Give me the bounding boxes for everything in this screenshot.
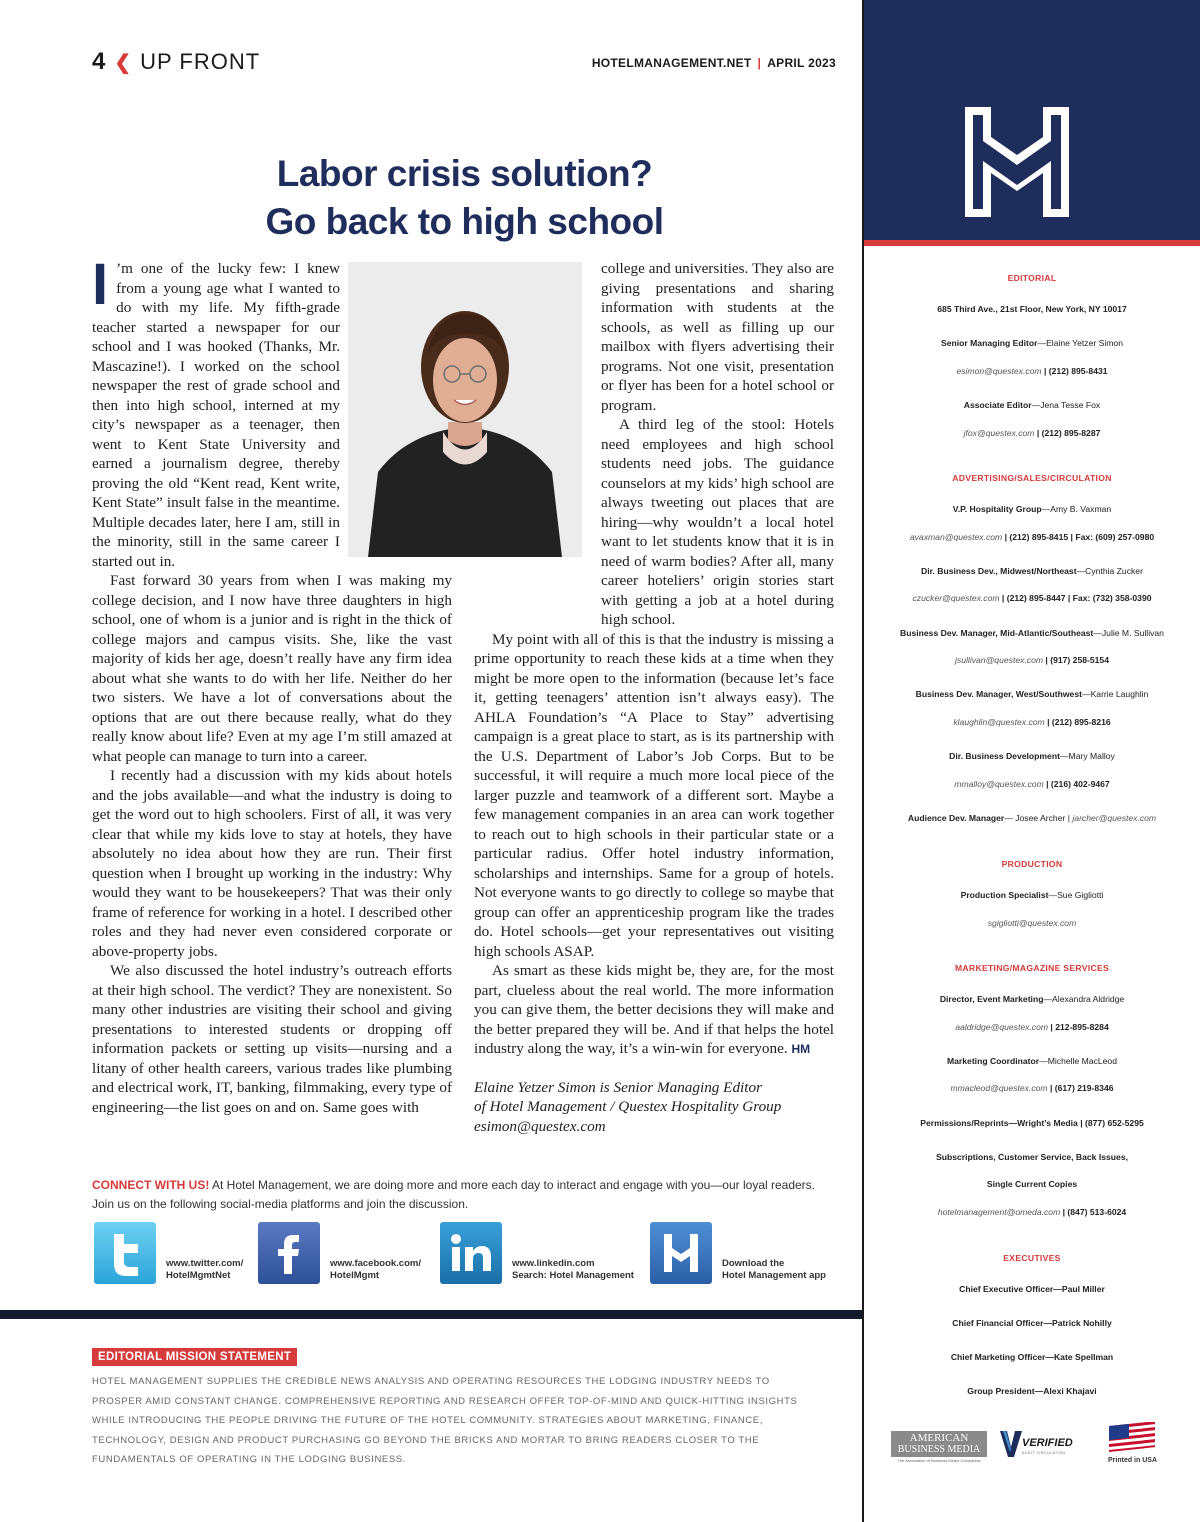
author-byline: [474, 1078, 834, 1137]
staff-entry: Director, Event Marketing—Alexandra Aldridge: [939, 994, 1125, 1004]
staff-contact: mmacleod@questex.com | (617) 219-8346: [950, 1083, 1114, 1093]
social-line-2: Search: Hotel Management: [512, 1270, 634, 1281]
mission-statement: HOTEL MANAGEMENT SUPPLIES THE CREDIBLE NEWS ANALYSIS AND OPERATING RESOURCES THE LODGING INDUSTRY NEEDS TO PROSPER AMID CONSTANT CHANGE. COMPREHENSIVE REPORTING AND RESEARCH OFFER TOP-OF-MIND AND QUICK-HITTING INSIGHTS WHILE INTRODUCING THE PEOPLE DRIVING THE FUTURE OF THE HOTEL COMMUNITY. STRATEGIES ABOUT MARKETING, FINANCE, TECHNOLOGY, DESIGN AND PRODUCT PURCHASING GO BEYOND THE BRICKS AND MORTAR TO BRING READERS CLOSER TO THE FUNDAMENTALS OF OPERATING IN THE LODGING BUSINESS.: [92, 1376, 798, 1465]
verified-check-icon: [1000, 1431, 1022, 1457]
chevron-left-icon: ❮: [114, 51, 133, 74]
social-line-2: Hotel Management app: [722, 1270, 826, 1281]
email-link[interactable]: esimon@questex.com: [956, 366, 1042, 376]
email-link[interactable]: jarcher@questex.com: [1072, 813, 1157, 823]
advertising-heading: ADVERTISING/SALES/CIRCULATION: [952, 473, 1112, 483]
email-link[interactable]: jsullivan@questex.com: [955, 655, 1044, 665]
abm-tagline: The Association of Business Media Companies: [897, 1458, 981, 1463]
staff-entry: Business Dev. Manager, Mid-Atlantic/Southeast—Julie M. Sullivan: [900, 628, 1164, 638]
email-link[interactable]: hotelmanagement@omeda.com: [937, 1207, 1061, 1217]
article-paragraph: ’m one of the lucky few: I knew from a young age what I wanted to do with my life. My fifth-grade teacher started a newspaper for our school and I was hooked (Thanks, Mr. Mascazine!). I worked on the school newspaper the rest of grade school and then into high school, interned at my city’s newspaper as a teenager, then went to Kent State University and earned a journalism degree, thereby proving the old “Kent read, Kent write, Kent State” insult false in the meantime. Multiple decades later, here I am, still in the minority, still in the same career I started out in.: [92, 260, 340, 570]
section-divider: [0, 1310, 862, 1319]
email-link[interactable]: klaughlin@questex.com: [953, 717, 1045, 727]
subscriptions-line-1: Subscriptions, Customer Service, Back Issues,: [935, 1152, 1128, 1162]
byline-line-2: of Hotel Management / Questex Hospitality Group: [474, 1098, 782, 1115]
article-title-line-2: Go back to high school: [265, 201, 664, 242]
staff-entry: Audience Dev. Manager— Josee Archer | jarcher@questex.com: [907, 813, 1157, 823]
social-line-1: www.facebook.com/: [330, 1258, 421, 1269]
hotel-management-logo-icon: [962, 104, 1072, 220]
connect-section: [92, 1176, 822, 1214]
staff-entry: Business Dev. Manager, West/Southwest—Karrie Laughlin: [915, 689, 1149, 699]
executives-heading: EXECUTIVES: [1003, 1253, 1061, 1263]
article-paragraph: My point with all of this is that the industry is missing a prime opportunity to reach these kids at a time when they might be more open to the information (because let’s face it, getting teenagers’ attention isn’t always easy). The AHLA Foundation’s “A Place to Stay” advertising campaign is a great place to start, as is its partnership with the U.S. Department of Labor’s Job Corps. But to be successful, it will require a much more local piece of the larger puzzle and teamwork of a different sort. Maybe a few management companies in an area can work together to reach out to high schools in their particular state or a particular radius. Offer hotel industry information, scholarships and internships. Same for a group of hotels. Not everyone wants to go directly to college so maybe that group can offer an apprenticeship program like the trades do. Hotel schools—get your representatives out visiting high schools ASAP.: [474, 630, 834, 960]
issue-date: APRIL 2023: [767, 56, 836, 70]
email-link[interactable]: czucker@questex.com: [912, 593, 1000, 603]
staff-contact: [864, 918, 1200, 928]
author-email-link[interactable]: esimon@questex.com: [474, 1117, 606, 1135]
article-paragraph: As smart as these kids might be, they are, for the most part, clueless about the real world. The more information you can give them, the better decisions they will make and the better prepared they will be. And if that helps the hotel industry along the way, it’s a win-win for everyone.: [474, 962, 834, 1057]
staff-contact: esimon@questex.com | (212) 895-8431: [956, 366, 1108, 376]
staff-entry: Associate Editor—Jena Tesse Fox: [963, 400, 1101, 410]
article-paragraph: We also discussed the hotel industry’s outreach efforts at their high school. The verdict? They are nonexistent. So many other industries are visiting their school and giving presentations to interested students or dropping off information packets or setting up visits—nursing and a litany of other health careers, various trades like plumbing and electrical work, IT, banking, filmmaking, every type of engineering—the list goes on and on. Same goes with: [92, 962, 452, 1116]
twitter-icon[interactable]: [94, 1222, 156, 1284]
staff-entry: V.P. Hospitality Group—Amy B. Vaxman: [952, 504, 1112, 514]
article-title-line-1: Labor crisis solution?: [276, 153, 653, 194]
staff-entry: Dir. Business Dev., Midwest/Northeast—Cynthia Zucker: [921, 566, 1143, 576]
executive-entry: Chief Executive Officer—Paul Miller: [959, 1284, 1105, 1294]
staff-contact: czucker@questex.com | (212) 895-8447 | Fax: (732) 358-0390: [912, 593, 1152, 603]
article-title: [92, 150, 837, 246]
staff-contact: mmalloy@questex.com | (216) 402-9467: [954, 779, 1110, 789]
verified-logo: VERIFIED AUDIT CIRCULATION: [1000, 1431, 1070, 1461]
permissions-entry: Permissions/Reprints—Wright’s Media | (877) 652-5295: [920, 1118, 1144, 1128]
byline-line-1: Elaine Yetzer Simon is Senior Managing Editor: [474, 1078, 762, 1096]
end-mark: HM: [791, 1042, 811, 1056]
connect-text: At Hotel Management, we are doing more and more each day to interact and engage with you—our loyal readers. Join us on the following social-media platforms and join the discussion.: [92, 1178, 816, 1211]
connect-lead: CONNECT WITH US!: [92, 1178, 210, 1192]
executive-entry: Chief Marketing Officer—Kate Spellman: [950, 1352, 1114, 1362]
linkedin-icon[interactable]: [440, 1222, 502, 1284]
app-icon[interactable]: [650, 1222, 712, 1284]
address: 685 Third Ave., 21st Floor, New York, NY 10017: [937, 304, 1127, 314]
production-heading: PRODUCTION: [1001, 859, 1063, 869]
dropcap: I: [92, 252, 109, 317]
site-name: HOTELMANAGEMENT.NET: [591, 56, 752, 70]
us-flag-icon: [1109, 1422, 1155, 1454]
article-column-left: [92, 252, 452, 1117]
article-paragraph: Fast forward 30 years from when I was making my college decision, and I now have three daughters in high school, one of whom is a junior and is right in the thick of college majors and campus visits. She, like the vast majority of kids her age, doesn’t really have any firm idea about what she wants to do with her life. Neither do her two sisters. We have a lot of conversations about the options that are out there because really, what do they really know about life? Even at my age I’m still amazed at what people can manage to turn into a career.: [92, 572, 452, 765]
staff-entry: Dir. Business Development—Mary Malloy: [949, 751, 1115, 761]
facebook-icon[interactable]: [258, 1222, 320, 1284]
page-number: 4: [92, 48, 107, 75]
masthead: [864, 246, 1200, 1522]
subscriptions-line-2: Single Current Copies: [986, 1179, 1078, 1189]
executive-entry: Chief Financial Officer—Patrick Nohilly: [952, 1318, 1112, 1328]
editorial-heading: EDITORIAL: [1007, 273, 1057, 283]
mission-label: EDITORIAL MISSION STATEMENT: [92, 1348, 297, 1366]
email-link[interactable]: jfox@questex.com: [963, 428, 1035, 438]
article-column-right: [474, 259, 834, 1136]
email-link[interactable]: mmacleod@questex.com: [950, 1083, 1048, 1093]
staff-entry: Senior Managing Editor—Elaine Yetzer Simon: [941, 338, 1123, 348]
social-linkedin[interactable]: [440, 1222, 634, 1284]
article-paragraph: college and universities. They also are giving presentations and sharing information with students at the schools, as well as filling up our mailbox with flyers advertising their programs. Not one visit, presentation or flyer has been for a hotel school or program.: [601, 260, 834, 414]
social-line-2: HotelMgmtNet: [166, 1270, 231, 1281]
membership-badges: [864, 1425, 1200, 1470]
staff-contact: klaughlin@questex.com | (212) 895-8216: [953, 717, 1111, 727]
email-link[interactable]: sgigliotti@questex.com: [987, 918, 1077, 928]
social-line-2: HotelMgmt: [330, 1270, 380, 1281]
executive-entry: Group President—Alexi Khajavi: [967, 1386, 1097, 1396]
staff-entry: Marketing Coordinator—Michelle MacLeod: [946, 1056, 1117, 1066]
issue-info: HOTELMANAGEMENT.NET | APRIL 2023: [591, 56, 836, 70]
social-line-1: www.twitter.com/: [166, 1258, 244, 1269]
article-paragraph: A third leg of the stool: Hotels need employees and high school students need jobs. The guidance counselors at my kids’ high school are always tweeting out places that are hiring—why wouldn’t a local hotel want to let students know that it is in need of warm bodies? After all, many career hoteliers’ origin stories start with getting a job at a hotel during high school.: [601, 416, 834, 628]
social-line-1: Download the: [722, 1258, 785, 1269]
social-facebook[interactable]: [258, 1222, 421, 1284]
social-app[interactable]: [650, 1222, 826, 1284]
section-header: [92, 48, 260, 76]
staff-contact: jfox@questex.com | (212) 895-8287: [963, 428, 1101, 438]
social-twitter[interactable]: [94, 1222, 243, 1284]
subscriptions-contact: hotelmanagement@omeda.com | (847) 513-6024: [937, 1207, 1127, 1217]
email-link[interactable]: mmalloy@questex.com: [954, 779, 1044, 789]
article-paragraph: I recently had a discussion with my kids about hotels and the jobs available—and what the industry is doing to get the word out to high schoolers. First of all, it was very clear that while my kids love to stay at hotels, they have absolutely no idea about how they are run. Their first question when I brought up working in the industry: Why would they want to be housekeepers? That was their only frame of reference for working in a hotel. I described other roles and they had never even considered corporate or above-property jobs.: [92, 767, 452, 960]
printed-in-usa: Printed in USA: [1108, 1457, 1158, 1464]
abm-logo: AMERICAN BUSINESS MEDIA: [891, 1431, 987, 1457]
staff-contact: jsullivan@questex.com | (917) 258-5154: [955, 655, 1109, 665]
social-line-1: www.linkedin.com: [512, 1258, 595, 1269]
staff-contact: aaldridge@questex.com | 212-895-8284: [955, 1022, 1109, 1032]
marketing-heading: MARKETING/MAGAZINE SERVICES: [954, 963, 1110, 973]
section-name: UP FRONT: [140, 49, 261, 74]
staff-contact: avaxman@questex.com | (212) 895-8415 | Fax: (609) 257-0980: [909, 532, 1155, 542]
email-link[interactable]: aaldridge@questex.com: [955, 1022, 1049, 1032]
email-link[interactable]: avaxman@questex.com: [909, 532, 1003, 542]
staff-entry: Production Specialist—Sue Gigliotti: [960, 890, 1104, 900]
